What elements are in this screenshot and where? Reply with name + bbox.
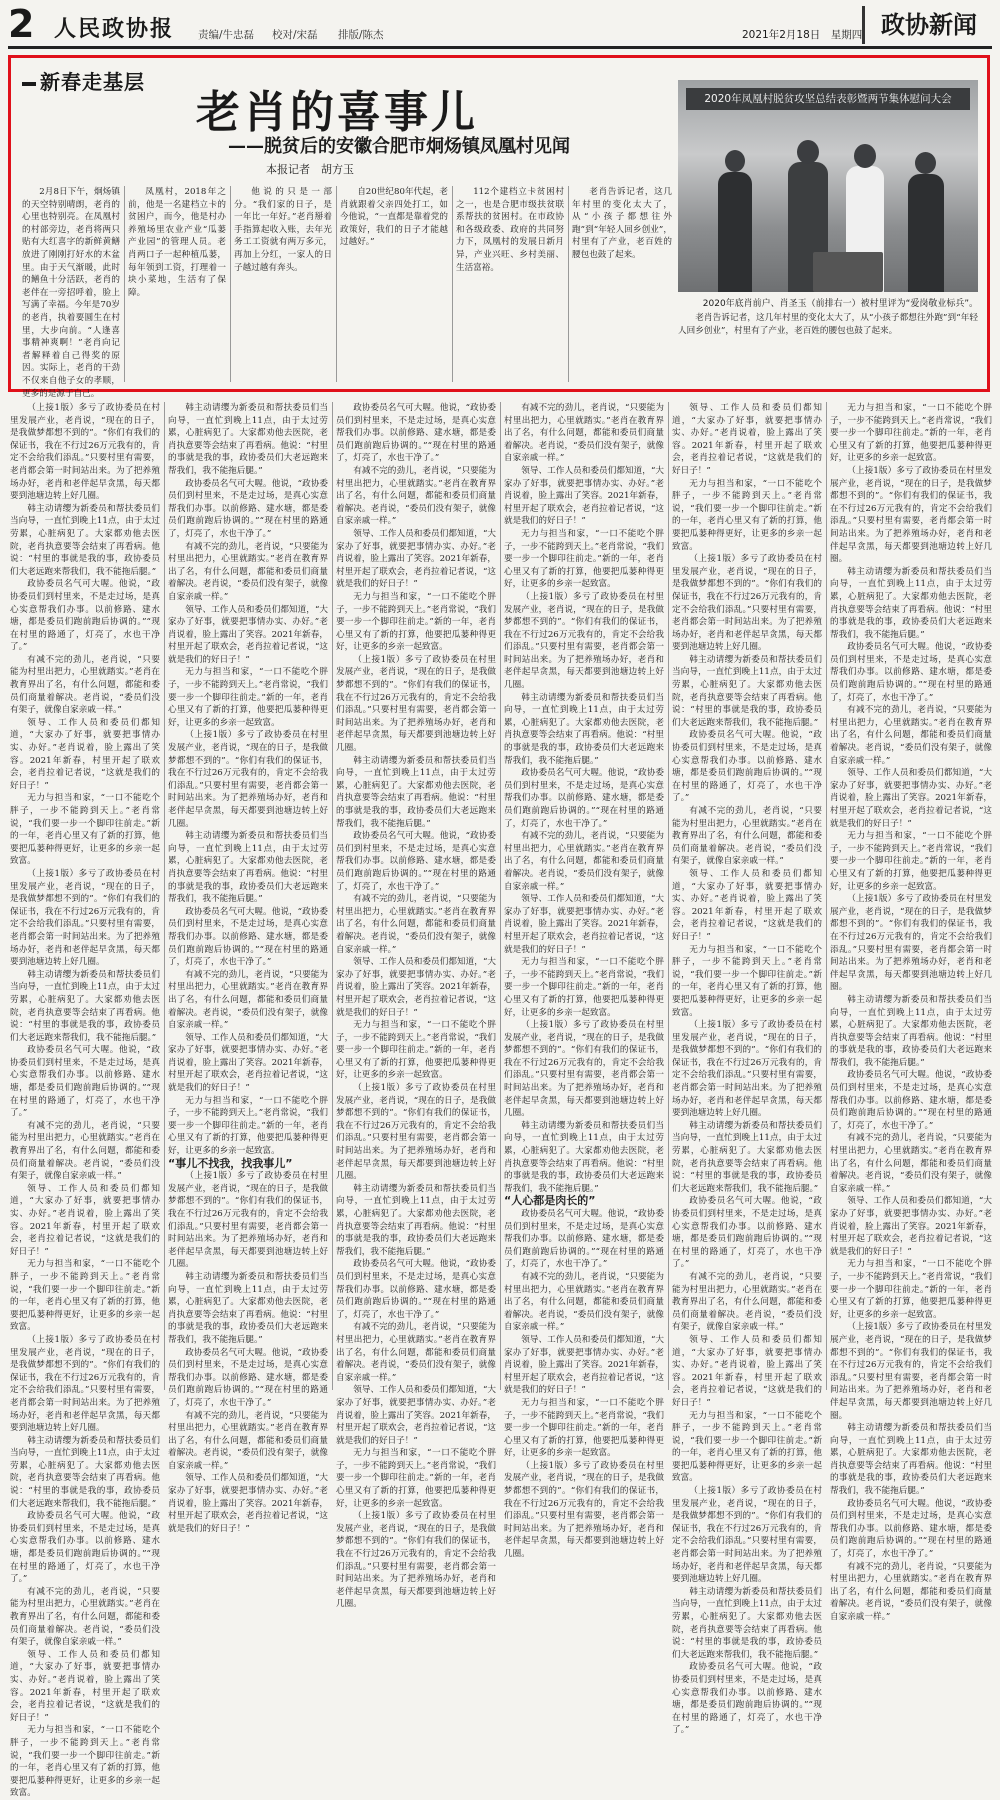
tag-bar — [22, 82, 36, 86]
body-paragraph: （上接1版）多亏了政协委员在村里发展产业，老肖说，“现在的日子，是我做梦都想不到的”。“你们有我们的保证书，我在不行过26万元我有的，肯定不会给我们添乱。”只要村里有需要，老肖都会第一时间站出来。为了把养殖场办好，老肖和老伴起早贪黑，每天都要到池塘边转上好几圈。 — [336, 1511, 496, 1610]
body-paragraph: 韩主动请缨为新委员和帮扶委员们当向导，一直忙到晚上11点，由于太过劳累，心脏病犯了。大家都劝他去医院，老肖执意要等会结束了再看病。他说：“村里的事就是我的事，政协委员们大老远跑来帮我们，我不能拖后腿。” — [672, 1120, 822, 1194]
photo-person — [908, 174, 944, 292]
body-paragraph: 政协委员名气可大喔。他说，“政协委员们到村里来，不是走过场，是真心实意帮我们办事。以前修路、建水塘，都是委员们跑前跑后协调的。”“现在村里的路通了，灯亮了，水也干净了。” — [336, 1259, 496, 1320]
body-column-4 — [504, 402, 664, 1560]
body-paragraph: 韩主动请缨为新委员和帮扶委员们当向导，一直忙到晚上11点，由于太过劳累，心脏病犯了。大家都劝他去医院，老肖执意要等会结束了再看病。他说：“村里的事就是我的事，政协委员们大老远跑来帮我们，我不能拖后腿。” — [168, 831, 328, 905]
body-paragraph: 韩主动请缨为新委员和帮扶委员们当向导，一直忙到晚上11点，由于太过劳累，心脏病犯了。大家都劝他去医院，老肖执意要等会结束了再看病。他说：“村里的事就是我的事，政协委员们大老远跑来帮我们，我不能拖后腿。” — [336, 1183, 496, 1257]
body-paragraph: 政协委员名气可大喔。他说，“政协委员们到村里来，不是走过场，是真心实意帮我们办事。以前修路、建水塘，都是委员们跑前跑后协调的。”“现在村里的路通了，灯亮了，水也干净了。” — [672, 730, 822, 804]
body-paragraph: 无力与担当和家，“一口不能吃个胖子，一步不能跨到天上。”老肖常说，“我们要一步一个脚印往前走。”新的一年，老肖心里又有了新的打算，他要把瓜蒌种得更好，让更多的乡亲一起致富。 — [672, 1410, 822, 1484]
body-paragraph: 领导、工作人员和委员们都知道，“大家办了好事，就要把事情办实、办好。”老肖说着，脸上露出了笑容。2021年新春，村里开起了联欢会，老肖拉着记者说，“这就是我们的好日子！” — [10, 1183, 160, 1257]
body-paragraph: 政协委员名气可大喔。他说，“政协委员们到村里来，不是走过场，是真心实意帮我们办事。以前修路、建水塘，都是委员们跑前跑后协调的。”“现在村里的路通了，灯亮了，水也干净了。” — [504, 768, 664, 829]
body-paragraph: 领导、工作人员和委员们都知道，“大家办了好事，就要把事情办实、办好。”老肖说着，脸上露出了笑容。2021年新春，村里开起了联欢会，老肖拉着记者说，“这就是我们的好日子！” — [672, 403, 822, 476]
body-paragraph: 有减不完的劲儿，老肖说，“只要能为村里出把力，心里就踏实。”老肖在教育界出了名，有什么问题，都能和委员们商量着解决。老肖说，“委员们没有架子，就像自家亲戚一样。” — [10, 1120, 160, 1182]
body-paragraph: 无力与担当和家，“一口不能吃个胖子，一步不能跨到天上。”老肖常说，“我们要一步一个脚印往前走。”新的一年，老肖心里又有了新的打算，他要把瓜蒌种得更好，让更多的乡亲一起致富。 — [504, 1397, 664, 1459]
body-paragraph: 韩主动请缨为新委员和帮扶委员们当向导，一直忙到晚上11点，由于太过劳累，心脏病犯了。大家都劝他去医院，老肖执意要等会结束了再看病。他说：“村里的事就是我的事，政协委员们大老远跑来帮我们，我不能拖后腿。” — [672, 654, 822, 728]
body-paragraph: 无力与担当和家，“一口不能吃个胖子，一步不能跨到天上。”老肖常说，“我们要一步一个脚印往前走。”新的一年，老肖心里又有了新的打算，他要把瓜蒌种得更好，让更多的乡亲一起致富。 — [10, 793, 160, 867]
body-paragraph: 有减不完的劲儿，老肖说，“只要能为村里出把力，心里就踏实。”老肖在教育界出了名，有什么问题，都能和委员们商量着解决。老肖说，“委员们没有架子，就像自家亲戚一样。” — [168, 1410, 328, 1471]
body-paragraph: 领导、工作人员和委员们都知道，“大家办了好事，就要把事情办实、办好。”老肖说着，脸上露出了笑容。2021年新春，村里开起了联欢会，老肖拉着记者说，“这就是我们的好日子！” — [830, 768, 992, 829]
newspaper-logo: 人民政协报 — [54, 16, 175, 42]
body-paragraph: 领导、工作人员和委员们都知道，“大家办了好事，就要把事情办实、办好。”老肖说着，脸上露出了笑容。2021年新春，村里开起了联欢会，老肖拉着记者说，“这就是我们的好日子！” — [672, 1334, 822, 1408]
body-paragraph: 政协委员名气可大喔。他说，“政协委员们到村里来，不是走过场，是真心实意帮我们办事。以前修路、建水塘，都是委员们跑前跑后协调的。”“现在村里的路通了，灯亮了，水也干净了。” — [830, 642, 992, 703]
column-separator — [452, 186, 453, 382]
lead-column-5 — [456, 186, 564, 382]
photo-box — [813, 252, 883, 292]
body-paragraph: 韩主动请缨为新委员和帮扶委员们当向导，一直忙到晚上11点，由于太过劳累，心脏病犯了。大家都劝他去医院，老肖执意要等会结束了再看病。他说：“村里的事就是我的事，政协委员们大老远跑来帮我们，我不能拖后腿。” — [10, 503, 160, 577]
body-paragraph: （上接1版）多亏了政协委员在村里发展产业，老肖说，“现在的日子，是我做梦都想不到的”。“你们有我们的保证书，我在不行过26万元我有的，肯定不会给我们添乱。”只要村里有需要，老肖都会第一时间站出来。为了把养殖场办好，老肖和老伴起早贪黑，每天都要到池塘边转上好几圈。 — [10, 1334, 160, 1434]
section-subheading: “事儿不找我，找我事儿” — [168, 1156, 293, 1170]
column-separator — [668, 402, 669, 1390]
body-paragraph: 政协委员名气可大喔。他说，“政协委员们到村里来，不是走过场，是真心实意帮我们办事。以前修路、建水塘，都是委员们跑前跑后协调的。”“现在村里的路通了，灯亮了，水也干净了。” — [10, 1511, 160, 1585]
body-paragraph: 韩主动请缨为新委员和帮扶委员们当向导，一直忙到晚上11点，由于太过劳累，心脏病犯了。大家都劝他去医院，老肖执意要等会结束了再看病。他说：“村里的事就是我的事，政协委员们大老远跑来帮我们，我不能拖后腿。” — [10, 1435, 160, 1509]
body-paragraph: 政协委员名气可大喔。他说，“政协委员们到村里来，不是走过场，是真心实意帮我们办事。以前修路、建水塘，都是委员们跑前跑后协调的。”“现在村里的路通了，灯亮了，水也干净了。” — [504, 1209, 664, 1270]
column-separator — [124, 186, 125, 382]
column-tag — [22, 66, 145, 95]
body-paragraph: 有减不完的劲儿，老肖说，“只要能为村里出把力，心里就踏实。”老肖在教育界出了名，有什么问题，都能和委员们商量着解决。老肖说，“委员们没有架子，就像自家亲戚一样。” — [10, 1586, 160, 1648]
body-paragraph: 无力与担当和家，“一口不能吃个胖子，一步不能跨到天上。”老肖常说，“我们要一步一个脚印往前走。”新的一年，老肖心里又有了新的打算，他要把瓜蒌种得更好，让更多的乡亲一起致富。 — [672, 944, 822, 1018]
issue-date: 2021年2月18日 星期四 — [742, 29, 863, 41]
headline: 老肖的喜事儿 — [196, 87, 478, 138]
body-paragraph: （上接1版）多亏了政协委员在村里发展产业，老肖说，“现在的日子，是我做梦都想不到的”。“你们有我们的保证书，我在不行过26万元我有的，肯定不会给我们添乱。”只要村里有需要，老肖都会第一时间站出来。为了把养殖场办好，老肖和老伴起早贪黑，每天都要到池塘边转上好几圈。 — [336, 1083, 496, 1182]
body-paragraph: 无力与担当和家，“一口不能吃个胖子，一步不能跨到天上。”老肖常说，“我们要一步一个脚印往前走。”新的一年，老肖心里又有了新的打算，他要把瓜蒌种得更好，让更多的乡亲一起致富。 — [10, 1725, 160, 1799]
body-paragraph: （上接1版）多亏了政协委员在村里发展产业，老肖说，“现在的日子，是我做梦都想不到的”。“你们有我们的保证书，我在不行过26万元我有的，肯定不会给我们添乱。”只要村里有需要，老肖都会第一时间站出来。为了把养殖场办好，老肖和老伴起早贪黑，每天都要到池塘边转上好几圈。 — [830, 894, 992, 993]
photo-caption: 2020年底肖前户、肖圣玉（前排右一）被村里评为“爱岗敬业标兵”。 — [702, 299, 978, 309]
body-paragraph: 韩主动请缨为新委员和帮扶委员们当向导，一直忙到晚上11点，由于太过劳累，心脏病犯了。大家都劝他去医院，老肖执意要等会结束了再看病。他说：“村里的事就是我的事，政协委员们大老远跑来帮我们，我不能拖后腿。” — [504, 1120, 664, 1194]
body-paragraph: 有减不完的劲儿，老肖说，“只要能为村里出把力，心里就踏实。”老肖在教育界出了名，有什么问题，都能和委员们商量着解决。老肖说，“委员们没有架子，就像自家亲戚一样。” — [10, 654, 160, 716]
photo-banner: 2020年凤凰村脱贫攻坚总结表彰暨两节集体慰问大会 — [686, 88, 970, 110]
body-paragraph: 韩主动请缨为新委员和帮扶委员们当向导，一直忙到晚上11点，由于太过劳累，心脏病犯了。大家都劝他去医院，老肖执意要等会结束了再看病。他说：“村里的事就是我的事，政协委员们大老远跑来帮我们，我不能拖后腿。” — [168, 1271, 328, 1345]
lead-paragraph: 老肖告诉记者，这几年村里的变化太大了，从“小孩子都想往外跑”到“年轻人回乡创业”，村里有了产业，老百姓的腰包也鼓了起来。 — [572, 187, 672, 260]
body-paragraph: （上接1版）多亏了政协委员在村里发展产业，老肖说，“现在的日子，是我做梦都想不到的”。“你们有我们的保证书，我在不行过26万元我有的，肯定不会给我们添乱。”只要村里有需要，老肖都会第一时间站出来。为了把养殖场办好，老肖和老伴起早贪黑，每天都要到池塘边转上好几圈。 — [830, 1322, 992, 1421]
page-number: 2 — [8, 2, 35, 46]
body-paragraph: 领导、工作人员和委员们都知道，“大家办了好事，就要把事情办实、办好。”老肖说着，脸上露出了笑容。2021年新春，村里开起了联欢会，老肖拉着记者说，“这就是我们的好日子！” — [336, 528, 496, 590]
lead-paragraph: 自20世纪80年代起，老肖就跟着父亲四处打工，如今他说，“一直都是靠着党的政策好，我们的日子才能越过越好。” — [340, 187, 448, 248]
body-paragraph: 领导、工作人员和委员们都知道，“大家办了好事，就要把事情办实、办好。”老肖说着，脸上露出了笑容。2021年新春，村里开起了联欢会，老肖拉着记者说，“这就是我们的好日子！” — [168, 1032, 328, 1094]
section-title: 政协新闻 — [862, 6, 993, 44]
body-paragraph: 政协委员名气可大喔。他说，“政协委员们到村里来，不是走过场，是真心实意帮我们办事。以前修路、建水塘，都是委员们跑前跑后协调的。”“现在村里的路通了，灯亮了，水也干净了。” — [10, 579, 160, 653]
body-paragraph: （上接1版）多亏了政协委员在村里发展产业，老肖说，“现在的日子，是我做梦都想不到的”。“你们有我们的保证书，我在不行过26万元我有的，肯定不会给我们添乱。”只要村里有需要，老肖都会第一时间站出来。为了把养殖场办好，老肖和老伴起早贪黑，每天都要到池塘边转上好几圈。 — [672, 1020, 822, 1119]
body-paragraph: 无力与担当和家，“一口不能吃个胖子，一步不能跨到天上。”老肖常说，“我们要一步一个脚印往前走。”新的一年，老肖心里又有了新的打算，他要把瓜蒌种得更好，让更多的乡亲一起致富。 — [336, 1448, 496, 1509]
body-paragraph: （上接1版）多亏了政协委员在村里发展产业，老肖说，“现在的日子，是我做梦都想不到的”。“你们有我们的保证书，我在不行过26万元我有的，肯定不会给我们添乱。”只要村里有需要，老肖都会第一时间站出来。为了把养殖场办好，老肖和老伴起早贪黑，每天都要到池塘边转上好几圈。 — [504, 1460, 664, 1560]
body-paragraph: 有减不完的劲儿，老肖说，“只要能为村里出把力，心里就踏实。”老肖在教育界出了名，有什么问题，都能和委员们商量着解决。老肖说，“委员们没有架子，就像自家亲戚一样。” — [336, 465, 496, 527]
typesetter-credit: 排版/陈杰 — [338, 29, 384, 41]
body-paragraph: 领导、工作人员和委员们都知道，“大家办了好事，就要把事情办实、办好。”老肖说着，脸上露出了笑容。2021年新春，村里开起了联欢会，老肖拉着记者说，“这就是我们的好日子！” — [10, 1649, 160, 1723]
body-paragraph: 有减不完的劲儿，老肖说，“只要能为村里出把力，心里就踏实。”老肖在教育界出了名，有什么问题，都能和委员们商量着解决。老肖说，“委员们没有架子，就像自家亲戚一样。” — [672, 806, 822, 867]
body-paragraph: 政协委员名气可大喔。他说，“政协委员们到村里来，不是走过场，是真心实意帮我们办事。以前修路、建水塘，都是委员们跑前跑后协调的。”“现在村里的路通了，灯亮了，水也干净了。” — [168, 478, 328, 539]
body-paragraph: 领导、工作人员和委员们都知道，“大家办了好事，就要把事情办实、办好。”老肖说着，脸上露出了笑容。2021年新春，村里开起了联欢会，老肖拉着记者说，“这就是我们的好日子！” — [168, 1473, 328, 1534]
body-paragraph: （上接1版）多亏了政协委员在村里发展产业，老肖说，“现在的日子，是我做梦都想不到的”。“你们有我们的保证书，我在不行过26万元我有的，肯定不会给我们添乱。”只要村里有需要，老肖都会第一时间站出来。为了把养殖场办好，老肖和老伴起早贪黑，每天都要到池塘边转上好几圈。 — [504, 591, 664, 691]
section-subheading: “人心都是肉长的” — [504, 1194, 596, 1208]
body-paragraph: 无力与担当和家，“一口不能吃个胖子，一步不能跨到天上。”老肖常说，“我们要一步一个脚印往前走。”新的一年，老肖心里又有了新的打算，他要把瓜蒌种得更好，让更多的乡亲一起致富。 — [830, 831, 992, 892]
body-column-1 — [10, 402, 160, 1799]
lead-paragraph: 他说的只是一部分。“我们家的日子，是一年比一年好。”老肖掰着手指算起收入账，去年光务工工资就有两万多元，再加上分红，一家人的日子越过越有奔头。 — [234, 187, 332, 273]
lead-column-4 — [340, 186, 448, 382]
lead-column-3 — [234, 186, 332, 382]
body-column-5 — [672, 402, 822, 1736]
article-photo — [678, 80, 978, 292]
body-paragraph: 政协委员名气可大喔。他说，“政协委员们到村里来，不是走过场，是真心实意帮我们办事。以前修路、建水塘，都是委员们跑前跑后协调的。”“现在村里的路通了，灯亮了，水也干净了。” — [336, 403, 496, 464]
body-paragraph: 韩主动请缨为新委员和帮扶委员们当向导，一直忙到晚上11点，由于太过劳累，心脏病犯了。大家都劝他去医院，老肖执意要等会结束了再看病。他说：“村里的事就是我的事，政协委员们大老远跑来帮我们，我不能拖后腿。” — [830, 566, 992, 640]
photo-head — [854, 144, 876, 168]
lead-paragraph: 2月8日下午，炯炀镇的天空特别晴朗，老肖的心里也特别亮。在凤凰村的村部旁边，老肖将两只贴有大红喜字的新鲜黄鳝放进了刚刚打好水的木盆里。由于天气渐暖，此时的鳝鱼十分活跃，老肖的老伴在一旁招呼着，脸上写满了幸福。今年是70岁的老肖，执着要圆生在村里，大步向前。“人逢喜事精神爽啊！”老肖向记者解释着自己得奖的原因。实际上，老肖的干劲不仅来自他子女的孝顺，更多的是源于自己。 — [22, 187, 120, 399]
body-paragraph: 无力与担当和家，“一口不能吃个胖子，一步不能跨到天上。”老肖常说，“我们要一步一个脚印往前走。”新的一年，老肖心里又有了新的打算，他要把瓜蒌种得更好，让更多的乡亲一起致富。 — [830, 1259, 992, 1320]
body-paragraph: 韩主动请缨为新委员和帮扶委员们当向导，一直忙到晚上11点，由于太过劳累，心脏病犯了。大家都劝他去医院，老肖执意要等会结束了再看病。他说：“村里的事就是我的事，政协委员们大老远跑来帮我们，我不能拖后腿。” — [504, 692, 664, 766]
body-paragraph: 无力与担当和家，“一口不能吃个胖子，一步不能跨到天上。”老肖常说，“我们要一步一个脚印往前走。”新的一年，老肖心里又有了新的打算，他要把瓜蒌种得更好，让更多的乡亲一起致富。 — [10, 1259, 160, 1333]
body-paragraph: 有减不完的劲儿，老肖说，“只要能为村里出把力，心里就踏实。”老肖在教育界出了名，有什么问题，都能和委员们商量着解决。老肖说，“委员们没有架子，就像自家亲戚一样。” — [168, 969, 328, 1031]
editor-credit: 责编/牛忠磊 — [198, 29, 255, 41]
body-column-3 — [336, 402, 496, 1610]
masthead-rule — [8, 46, 992, 49]
body-paragraph: 韩主动请缨为新委员和帮扶委员们当向导，一直忙到晚上11点，由于太过劳累，心脏病犯了。大家都劝他去医院，老肖执意要等会结束了再看病。他说：“村里的事就是我的事，政协委员们大老远跑来帮我们，我不能拖后腿。” — [830, 994, 992, 1068]
body-paragraph: （上接1版）多亏了政协委员在村里发展产业，老肖说，“现在的日子，是我做梦都想不到的”。“你们有我们的保证书，我在不行过26万元我有的，肯定不会给我们添乱。”只要村里有需要，老肖都会第一时间站出来。为了把养殖场办好，老肖和老伴起早贪黑，每天都要到池塘边转上好几圈。 — [672, 554, 822, 653]
lead-paragraph: 凤凰村，2018年之前，他是一名建档立卡的贫困户，而今，他是村办养殖场里农业产业“瓜蒌产业园”的管理人员。老肖两口子一起种植瓜蒌，每年领到工资，打理着一块小菜地，生活有了保障。 — [128, 187, 226, 298]
body-paragraph: 领导、工作人员和委员们都知道，“大家办了好事，就要把事情办实、办好。”老肖说着，脸上露出了笑容。2021年新春，村里开起了联欢会，老肖拉着记者说，“这就是我们的好日子！” — [336, 957, 496, 1018]
body-paragraph: （上接1版）多亏了政协委员在村里发展产业，老肖说，“现在的日子，是我做梦都想不到的”。“你们有我们的保证书，我在不行过26万元我有的，肯定不会给我们添乱。”只要村里有需要，老肖都会第一时间站出来。为了把养殖场办好，老肖和老伴起早贪黑，每天都要到池塘边转上好几圈。 — [830, 465, 992, 565]
photo-head — [915, 152, 936, 174]
body-paragraph: 韩主动请缨为新委员和帮扶委员们当向导，一直忙到晚上11点，由于太过劳累，心脏病犯了。大家都劝他去医院，老肖执意要等会结束了再看病。他说：“村里的事就是我的事，政协委员们大老远跑来帮我们，我不能拖后腿。” — [830, 1423, 992, 1497]
body-paragraph: 有减不完的劲儿，老肖说，“只要能为村里出把力，心里就踏实。”老肖在教育界出了名，有什么问题，都能和委员们商量着解决。老肖说，“委员们没有架子，就像自家亲戚一样。” — [830, 705, 992, 766]
body-paragraph: 政协委员名气可大喔。他说，“政协委员们到村里来，不是走过场，是真心实意帮我们办事。以前修路、建水塘，都是委员们跑前跑后协调的。”“现在村里的路通了，灯亮了，水也干净了。” — [672, 1662, 822, 1736]
body-paragraph: 无力与担当和家，“一口不能吃个胖子，一步不能跨到天上。”老肖常说，“我们要一步一个脚印往前走。”新的一年，老肖心里又有了新的打算，他要把瓜蒌种得更好，让更多的乡亲一起致富。 — [336, 591, 496, 653]
body-paragraph: 韩主动请缨为新委员和帮扶委员们当向导，一直忙到晚上11点，由于太过劳累，心脏病犯了。大家都劝他去医院，老肖执意要等会结束了再看病。他说：“村里的事就是我的事，政协委员们大老远跑来帮我们，我不能拖后腿。” — [168, 403, 328, 476]
body-paragraph: （上接1版）多亏了政协委员在村里发展产业，老肖说，“现在的日子，是我做梦都想不到的”。“你们有我们的保证书，我在不行过26万元我有的，肯定不会给我们添乱。”只要村里有需要，老肖都会第一时间站出来。为了把养殖场办好，老肖和老伴起早贪黑，每天都要到池塘边转上好几圈。 — [504, 1020, 664, 1119]
column-separator — [568, 186, 569, 382]
column-separator — [826, 402, 827, 1390]
body-paragraph: （上接1版）多亏了政协委员在村里发展产业，老肖说，“现在的日子，是我做梦都想不到的”。“你们有我们的保证书，我在不行过26万元我有的，肯定不会给我们添乱。”只要村里有需要，老肖都会第一时间站出来。为了把养殖场办好，老肖和老伴起早贪黑，每天都要到池塘边转上好几圈。 — [168, 730, 328, 829]
body-paragraph: 政协委员名气可大喔。他说，“政协委员们到村里来，不是走过场，是真心实意帮我们办事。以前修路、建水塘，都是委员们跑前跑后协调的。”“现在村里的路通了，灯亮了，水也干净了。” — [336, 831, 496, 892]
body-paragraph: 有减不完的劲儿，老肖说，“只要能为村里出把力，心里就踏实。”老肖在教育界出了名，有什么问题，都能和委员们商量着解决。老肖说，“委员们没有架子，就像自家亲戚一样。” — [830, 1561, 992, 1622]
body-column-2 — [168, 402, 328, 1534]
proofreader-credit: 校对/宋磊 — [272, 29, 318, 41]
body-paragraph: 领导、工作人员和委员们都知道，“大家办了好事，就要把事情办实、办好。”老肖说着，脸上露出了笑容。2021年新春，村里开起了联欢会，老肖拉着记者说，“这就是我们的好日子！” — [504, 1334, 664, 1396]
body-paragraph: 政协委员名气可大喔。他说，“政协委员们到村里来，不是走过场，是真心实意帮我们办事。以前修路、建水塘，都是委员们跑前跑后协调的。”“现在村里的路通了，灯亮了，水也干净了。” — [672, 1196, 822, 1270]
body-paragraph: 无力与担当和家，“一口不能吃个胖子，一步不能跨到天上。”老肖常说，“我们要一步一个脚印往前走。”新的一年，老肖心里又有了新的打算，他要把瓜蒌种得更好，让更多的乡亲一起致富。 — [672, 478, 822, 552]
lead-paragraph: 老肖告诉记者，这几年村里的变化太大了，从“小孩子都想往外跑”到“年轻人回乡创业”，村里有了产业，老百姓的腰包也鼓了起来。 — [678, 313, 978, 336]
body-paragraph: 有减不完的劲儿，老肖说，“只要能为村里出把力，心里就踏实。”老肖在教育界出了名，有什么问题，都能和委员们商量着解决。老肖说，“委员们没有架子，就像自家亲戚一样。” — [504, 403, 664, 464]
body-paragraph: 政协委员名气可大喔。他说，“政协委员们到村里来，不是走过场，是真心实意帮我们办事。以前修路、建水塘，都是委员们跑前跑后协调的。”“现在村里的路通了，灯亮了，水也干净了。” — [168, 1347, 328, 1408]
body-paragraph: 政协委员名气可大喔。他说，“政协委员们到村里来，不是走过场，是真心实意帮我们办事。以前修路、建水塘，都是委员们跑前跑后协调的。”“现在村里的路通了，灯亮了，水也干净了。” — [168, 906, 328, 968]
body-paragraph: 无力与担当和家，“一口不能吃个胖子，一步不能跨到天上。”老肖常说，“我们要一步一个脚印往前走。”新的一年，老肖心里又有了新的打算，他要把瓜蒌种得更好，让更多的乡亲一起致富。 — [504, 528, 664, 590]
body-paragraph: 韩主动请缨为新委员和帮扶委员们当向导，一直忙到晚上11点，由于太过劳累，心脏病犯了。大家都劝他去医院，老肖执意要等会结束了再看病。他说：“村里的事就是我的事，政协委员们大老远跑来帮我们，我不能拖后腿。” — [672, 1586, 822, 1660]
body-paragraph: 领导、工作人员和委员们都知道，“大家办了好事，就要把事情办实、办好。”老肖说着，脸上露出了笑容。2021年新春，村里开起了联欢会，老肖拉着记者说，“这就是我们的好日子！” — [830, 1196, 992, 1257]
body-paragraph: 无力与担当和家，“一口不能吃个胖子，一步不能跨到天上。”老肖常说，“我们要一步一个脚印往前走。”新的一年，老肖心里又有了新的打算，他要把瓜蒌种得更好，让更多的乡亲一起致富。 — [168, 1095, 328, 1157]
column-separator — [500, 402, 501, 1390]
lead-column-1 — [22, 186, 120, 399]
photo-head — [725, 150, 745, 172]
body-paragraph: 政协委员名气可大喔。他说，“政协委员们到村里来，不是走过场，是真心实意帮我们办事。以前修路、建水塘，都是委员们跑前跑后协调的。”“现在村里的路通了，灯亮了，水也干净了。” — [830, 1498, 992, 1560]
body-paragraph: 领导、工作人员和委员们都知道，“大家办了好事，就要把事情办实、办好。”老肖说着，脸上露出了笑容。2021年新春，村里开起了联欢会，老肖拉着记者说，“这就是我们的好日子！” — [504, 894, 664, 955]
body-paragraph: 无力与担当和家，“一口不能吃个胖子，一步不能跨到天上。”老肖常说，“我们要一步一个脚印往前走。”新的一年，老肖心里又有了新的打算，他要把瓜蒌种得更好，让更多的乡亲一起致富。 — [336, 1020, 496, 1081]
body-column-6 — [830, 402, 992, 1622]
body-paragraph: 韩主动请缨为新委员和帮扶委员们当向导，一直忙到晚上11点，由于太过劳累，心脏病犯了。大家都劝他去医院，老肖执意要等会结束了再看病。他说：“村里的事就是我的事，政协委员们大老远跑来帮我们，我不能拖后腿。” — [336, 755, 496, 829]
body-paragraph: （上接1版）多亏了政协委员在村里发展产业，老肖说，“现在的日子，是我做梦都想不到的”。“你们有我们的保证书，我在不行过26万元我有的，肯定不会给我们添乱。”只要村里有需要，老肖都会第一时间站出来。为了把养殖场办好，老肖和老伴起早贪黑，每天都要到池塘边转上好几圈。 — [10, 403, 160, 502]
body-paragraph: （上接1版）多亏了政协委员在村里发展产业，老肖说，“现在的日子，是我做梦都想不到的”。“你们有我们的保证书，我在不行过26万元我有的，肯定不会给我们添乱。”只要村里有需要，老肖都会第一时间站出来。为了把养殖场办好，老肖和老伴起早贪黑，每天都要到池塘边转上好几圈。 — [672, 1486, 822, 1585]
lead-column-7 — [678, 312, 978, 384]
body-paragraph: 有减不完的劲儿，老肖说，“只要能为村里出把力，心里就踏实。”老肖在教育界出了名，有什么问题，都能和委员们商量着解决。老肖说，“委员们没有架子，就像自家亲戚一样。” — [504, 831, 664, 892]
lead-column-6 — [572, 186, 672, 382]
column-separator — [164, 402, 165, 1390]
photo-head — [797, 140, 819, 164]
byline: 本报记者 胡方玉 — [266, 163, 354, 176]
body-paragraph: 有减不完的劲儿，老肖说，“只要能为村里出把力，心里就踏实。”老肖在教育界出了名，有什么问题，都能和委员们商量着解决。老肖说，“委员们没有架子，就像自家亲戚一样。” — [830, 1133, 992, 1194]
body-paragraph: 领导、工作人员和委员们都知道，“大家办了好事，就要把事情办实、办好。”老肖说着，脸上露出了笑容。2021年新春，村里开起了联欢会，老肖拉着记者说，“这就是我们的好日子！” — [168, 604, 328, 665]
body-paragraph: 无力与担当和家，“一口不能吃个胖子，一步不能跨到天上。”老肖常说，“我们要一步一个脚印往前走。”新的一年，老肖心里又有了新的打算，他要把瓜蒌种得更好，让更多的乡亲一起致富。 — [504, 957, 664, 1018]
column-separator — [336, 186, 337, 382]
body-paragraph: 有减不完的劲儿，老肖说，“只要能为村里出把力，心里就踏实。”老肖在教育界出了名，有什么问题，都能和委员们商量着解决。老肖说，“委员们没有架子，就像自家亲戚一样。” — [336, 894, 496, 955]
lead-column-2 — [128, 186, 226, 382]
body-paragraph: 领导、工作人员和委员们都知道，“大家办了好事，就要把事情办实、办好。”老肖说着，脸上露出了笑容。2021年新春，村里开起了联欢会，老肖拉着记者说，“这就是我们的好日子！” — [504, 465, 664, 527]
body-paragraph: 政协委员名气可大喔。他说，“政协委员们到村里来，不是走过场，是真心实意帮我们办事。以前修路、建水塘，都是委员们跑前跑后协调的。”“现在村里的路通了，灯亮了，水也干净了。” — [830, 1070, 992, 1131]
body-paragraph: 有减不完的劲儿，老肖说，“只要能为村里出把力，心里就踏实。”老肖在教育界出了名，有什么问题，都能和委员们商量着解决。老肖说，“委员们没有架子，就像自家亲戚一样。” — [504, 1271, 664, 1333]
subtitle: ——脱贫后的安徽合肥市炯炀镇凤凰村见闻 — [228, 136, 570, 157]
body-paragraph: （上接1版）多亏了政协委员在村里发展产业，老肖说，“现在的日子，是我做梦都想不到的”。“你们有我们的保证书，我在不行过26万元我有的，肯定不会给我们添乱。”只要村里有需要，老肖都会第一时间站出来。为了把养殖场办好，老肖和老伴起早贪黑，每天都要到池塘边转上好几圈。 — [336, 654, 496, 754]
lead-paragraph: 112个建档立卡贫困村之一，也是合肥市级扶贫联系帮扶的贫困村。在市政协和各级政委、政府的共同努力下，凤凰村的发展日新月异，产业兴旺、乡村美丽、生活富裕。 — [456, 187, 564, 273]
body-paragraph: 韩主动请缨为新委员和帮扶委员们当向导，一直忙到晚上11点，由于太过劳累，心脏病犯了。大家都劝他去医院，老肖执意要等会结束了再看病。他说：“村里的事就是我的事，政协委员们大老远跑来帮我们，我不能拖后腿。” — [10, 969, 160, 1043]
body-paragraph: 有减不完的劲儿，老肖说，“只要能为村里出把力，心里就踏实。”老肖在教育界出了名，有什么问题，都能和委员们商量着解决。老肖说，“委员们没有架子，就像自家亲戚一样。” — [168, 541, 328, 602]
column-separator — [230, 186, 231, 382]
photo-person — [718, 172, 752, 292]
column-tag-text: 新春走基层 — [40, 70, 145, 94]
body-paragraph: 领导、工作人员和委员们都知道，“大家办了好事，就要把事情办实、办好。”老肖说着，脸上露出了笑容。2021年新春，村里开起了联欢会，老肖拉着记者说，“这就是我们的好日子！” — [336, 1385, 496, 1446]
body-paragraph: （上接1版）多亏了政协委员在村里发展产业，老肖说，“现在的日子，是我做梦都想不到的”。“你们有我们的保证书，我在不行过26万元我有的，肯定不会给我们添乱。”只要村里有需要，老肖都会第一时间站出来。为了把养殖场办好，老肖和老伴起早贪黑，每天都要到池塘边转上好几圈。 — [168, 1171, 328, 1270]
body-paragraph: 政协委员名气可大喔。他说，“政协委员们到村里来，不是走过场，是真心实意帮我们办事。以前修路、建水塘，都是委员们跑前跑后协调的。”“现在村里的路通了，灯亮了，水也干净了。” — [10, 1045, 160, 1119]
body-paragraph: 领导、工作人员和委员们都知道，“大家办了好事，就要把事情办实、办好。”老肖说着，脸上露出了笑容。2021年新春，村里开起了联欢会，老肖拉着记者说，“这就是我们的好日子！” — [672, 868, 822, 942]
body-paragraph: 领导、工作人员和委员们都知道，“大家办了好事，就要把事情办实、办好。”老肖说着，脸上露出了笑容。2021年新春，村里开起了联欢会，老肖拉着记者说，“这就是我们的好日子！” — [10, 717, 160, 791]
body-paragraph: 有减不完的劲儿，老肖说，“只要能为村里出把力，心里就踏实。”老肖在教育界出了名，有什么问题，都能和委员们商量着解决。老肖说，“委员们没有架子，就像自家亲戚一样。” — [336, 1322, 496, 1383]
column-separator — [332, 402, 333, 1390]
body-paragraph: 无力与担当和家，“一口不能吃个胖子，一步不能跨到天上。”老肖常说，“我们要一步一个脚印往前走。”新的一年，老肖心里又有了新的打算，他要把瓜蒌种得更好，让更多的乡亲一起致富。 — [168, 667, 328, 728]
body-paragraph: 无力与担当和家，“一口不能吃个胖子，一步不能跨到天上。”老肖常说，“我们要一步一个脚印往前走。”新的一年，老肖心里又有了新的打算，他要把瓜蒌种得更好，让更多的乡亲一起致富。 — [830, 403, 992, 464]
body-paragraph: 有减不完的劲儿，老肖说，“只要能为村里出把力，心里就踏实。”老肖在教育界出了名，有什么问题，都能和委员们商量着解决。老肖说，“委员们没有架子，就像自家亲戚一样。” — [672, 1271, 822, 1333]
body-paragraph: （上接1版）多亏了政协委员在村里发展产业，老肖说，“现在的日子，是我做梦都想不到的”。“你们有我们的保证书，我在不行过26万元我有的，肯定不会给我们添乱。”只要村里有需要，老肖都会第一时间站出来。为了把养殖场办好，老肖和老伴起早贪黑，每天都要到池塘边转上好几圈。 — [10, 868, 160, 968]
